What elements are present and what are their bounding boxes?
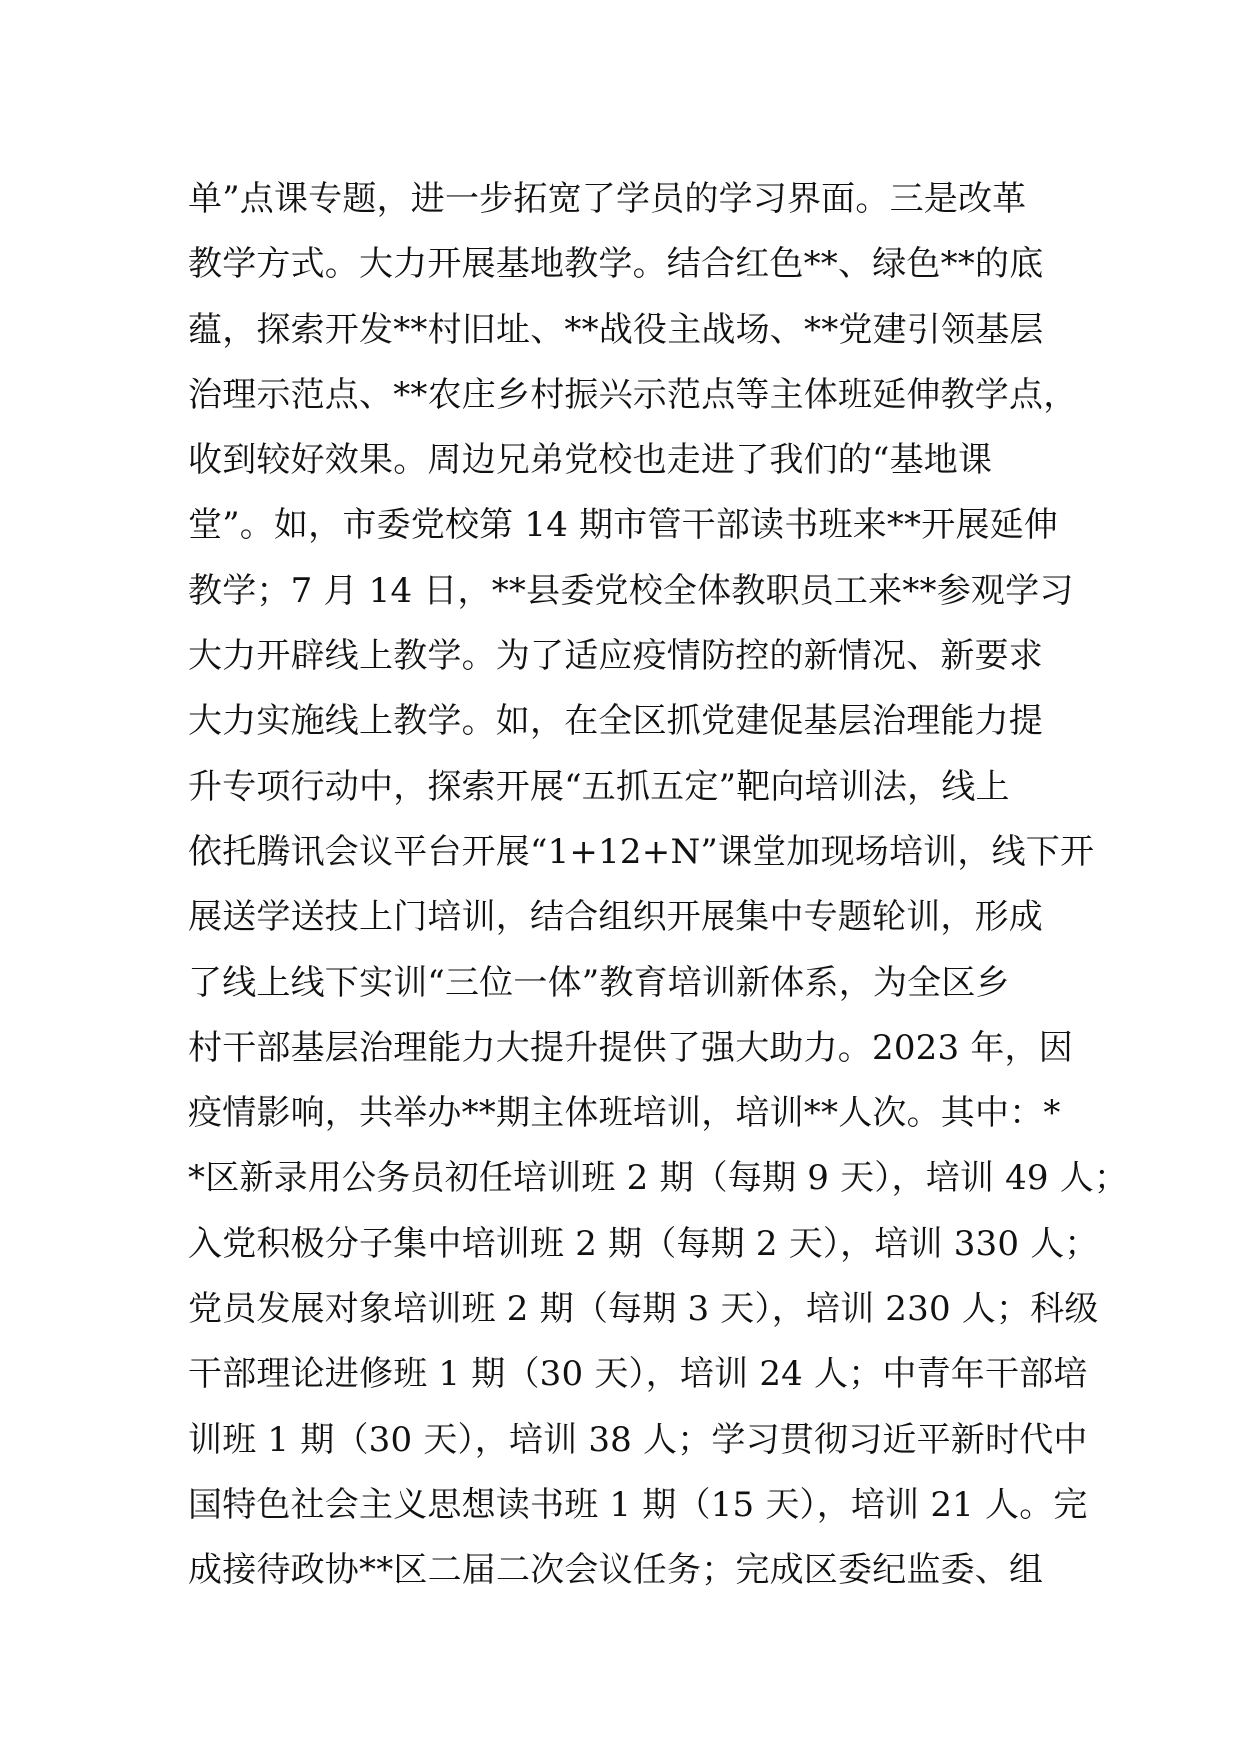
text-line: 升专项行动中，探索开展“五抓五定”靶向培训法，线上	[188, 766, 1010, 807]
text-line: 单”点课专题，进一步拓宽了学员的学习界面。三是改革	[188, 179, 1027, 219]
body-text	[188, 167, 1129, 1604]
text-line: 国特色社会主义思想读书班 1 期（15 天），培训 21 人。完	[188, 1484, 1088, 1525]
text-line: 了线上线下实训“三位一体”教育培训新体系，为全区乡	[188, 962, 1010, 1003]
text-line: 成接待政协**区二届二次会议任务；完成区委纪监委、组	[188, 1550, 1044, 1591]
text-line: 大力实施线上教学。如，在全区抓党建促基层治理能力提	[188, 701, 1043, 742]
text-line: 堂”。如，市委党校第 14 期市管干部读书班来**开展延伸	[188, 505, 1059, 546]
text-line: 治理示范点、**农庄乡村振兴示范点等主体班延伸教学点，	[188, 374, 1078, 415]
text-line: 疫情影响，共举办**期主体班培训，培训**人次。其中：*	[188, 1093, 1061, 1134]
text-line: 大力开辟线上教学。为了适应疫情防控的新情况、新要求	[188, 636, 1043, 677]
text-line: 入党积极分子集中培训班 2 期（每期 2 天），培训 330 人；	[188, 1223, 1099, 1264]
text-line: 展送学送技上门培训，结合组织开展集中专题轮训，形成	[188, 897, 1043, 938]
text-line: 收到较好效果。周边兄弟党校也走进了我们的“基地课	[188, 440, 993, 481]
text-line: *区新录用公务员初任培训班 2 期（每期 9 天），培训 49 人；	[188, 1158, 1129, 1199]
text-line: 干部理论进修班 1 期（30 天），培训 24 人；中青年干部培	[188, 1354, 1088, 1395]
text-line: 训班 1 期（30 天），培训 38 人；学习贯彻习近平新时代中	[188, 1419, 1088, 1460]
text-line: 党员发展对象培训班 2 期（每期 3 天），培训 230 人；科级	[188, 1289, 1099, 1330]
text-line: 蕴，探索开发**村旧址、**战役主战场、**党建引领基层	[188, 309, 1044, 350]
text-line: 教学；7 月 14 日，**县委党校全体教职员工来**参观学习	[188, 570, 1074, 611]
text-line: 依托腾讯会议平台开展“1+12+N”课堂加现场培训，线下开	[188, 831, 1095, 872]
text-line: 村干部基层治理能力大提升提供了强大助力。2023 年，因	[188, 1027, 1073, 1068]
text-line: 教学方式。大力开展基地教学。结合红色**、绿色**的底	[188, 244, 1044, 285]
